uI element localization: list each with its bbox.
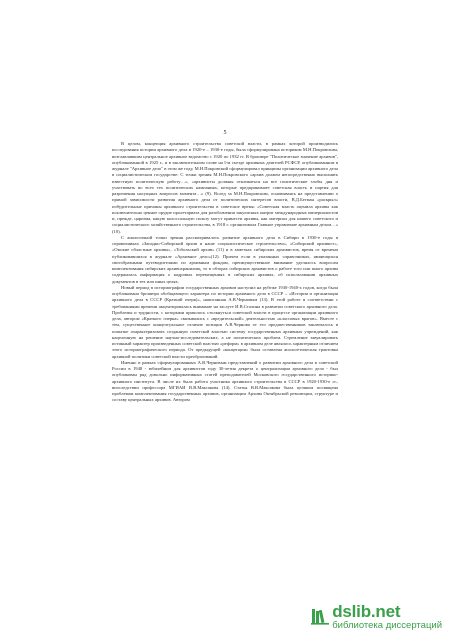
body-text <box>112 141 338 404</box>
bookshelf-icon <box>311 607 329 625</box>
paragraph-1: В целом, концепция архивного строительства советской власти, в рамках которой производились исследования истории архивного дела в 1920-е – 1930-е годы, была сформулирована историком М.Н.Покровским, возглавлявшим центральное архивное ведомство с 1920 по 1932 гг. В брошюре "Политическое значение архивов", опубликованной в 1925 г., и в заключительном слове на I-м съезде архивных деятелей РСФСР, опубликованном в журнале "Архивное дело" в этом же году, М.Н.Покровский сформулировал принципы организации архивного дела в социалистическом государстве: С точки зрения М.Н.Покровского «архив должен непосредственно выполнять известную политическую работу…», «архивисты должны откликаться на все политические злобы дня и участвовать во всех тех политических кампаниях, которые предпринимает советская власть и партия для разрешения насущных вопросов момента…» (9). Вслед за М.Н.Покровским, основываясь на представлении о прямой зависимости развития архивного дела от политических интересов власти, В.Д.Бегман «раскрыл» побудительные причины архивного строительства в советское время: «Советская власть оценила архивы как исключительно ценное орудие пролетариата для разоблачения закулисных интриг международных империалистов и, прежде, царизма, какую колоссальную пользу могут принести архивы, как материал для нашего советского и социалистического хозяйственного строительства, в 1918 г. организовала Главное управление архивным делом…» (10). <box>112 141 338 234</box>
page-number: 5 <box>223 130 227 136</box>
paragraph-4: Именно в рамках сформулированных А.В.Черновым представлений о развитии архивного дела в советской России в 1948 - юбилейном для архивистов году 30-летия декрета о централизации архивного дела - был опубликован ряд довольно информативных статей преподавателей Московского государственного историко-архивного института. В числе их была работа участника архивного строительства в СССР в 1920-1930-е гг., впоследствии профессора МГИАИ В.В.Максакова (14). Статья В.В.Максакова была целиком посвящена проблемам комплектования государственных архивов, организации Архива Октябрьской революции, структуре и составу центральных архивов. Автором <box>112 359 338 403</box>
watermark-tagline: библиотека диссертаций <box>332 619 442 631</box>
watermark-site-name: dslib.net <box>332 601 401 621</box>
paragraph-2: С аналогичной точки зрения рассматривалось развитие архивного дела в Сибири в 1930-е годы в справочниках «Западно-Сибирский архив и наше социалистическое строительство», «Сибирский архивист», «Омские областные архивы», «Тобольский архив» (11) и в заметках сибирских архивистов, время от времени публиковавшихся в журнале «Архивное дело»(12). Причем если в указанных справочниках, являющихся своеобразными путеводителями по архивным фондам, преимущественное внимание уделялось вопросам комплектования сибирских архивохранилищ, то в обзорах сибирских архивистов о работе того или иного архива содержалась информация о кадровых перемещениях в сибирских архивах, об использовании архивных документов в тех или иных целях. <box>112 234 338 284</box>
site-watermark[interactable] <box>311 603 442 631</box>
paragraph-3: Новый период в историографии государственных архивов наступил на рубеже 1930-1940-х годов, когда была опубликована брошюра обобщающего характера по истории архивного дела в СССР – «История и организация архивного дела в СССР (Краткий очерк)», написанная А.В.Черновым (13). В этой работе в соответствии с требованиями времени акцентировалась внимание на заслуге И.В.Сталина в развитии советского архивного дела. Проблемы и трудности, с которыми пришлось столкнуться советской власти в процессе организации архивного дела, автором «Краткого очерка» связывались с «вредительской» деятельностью «классовых врагов». Вместе с тем, существенное концептуальное отличие позиции А.В.Чернова от его предшественников заключалось в попытке охарактеризовать созданную советской властью систему государственных архивных учреждений, как нацеленную на решение научно-исследовательских, а не политических проблем. Стремление завуалировать истинный характер произведенных советской властью «реформ» в архивном деле являлось характерным отличием этого историографического периода. От предыдущей «концепции» была оставлена апологетическая трактовка архивной политики советской власти преобразований. <box>112 284 338 359</box>
